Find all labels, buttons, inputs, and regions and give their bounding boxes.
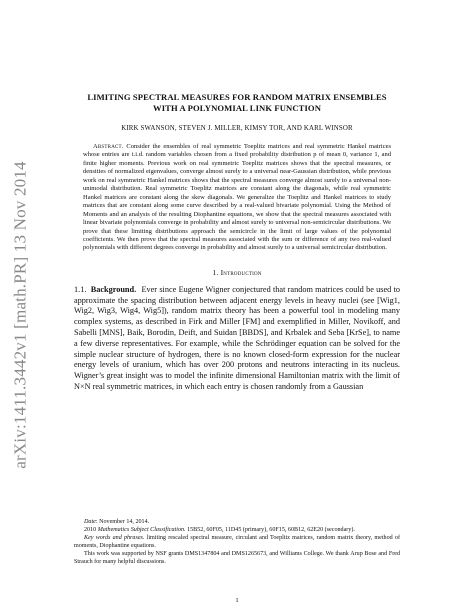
page-number: 1 [235,597,239,604]
msc-label: Mathematics Subject Classification. [97,526,186,533]
footnote-keywords [74,535,400,551]
footnote-date [74,519,400,527]
arxiv-watermark [4,150,38,480]
paragraph-text: Ever since Eugene Wigner conjectured that random matrices could be used to approximate the spacing distribution between adjacent energy levels in heavy nuclei (see [Wig1, Wig2, Wig3, Wig4, Wig5]), random matrix theory has been a powerful tool in modeling many complex systems, as described in Firk and Miller [FM] and exemplified in Miller, Novikoff, and Sabelli [MNS], Baik, Borodin, Deift, and Suidan [BBDS], and Krbalek and Seba [KrSe], to name a few diverse representatives. For example, while the Schrödinger equation can be solved for the simple nuclear structure of hydrogen, there is no known closed-form expression for the nuclear energy levels of uranium, which has over 200 protons and neutrons interacting in its nucleus. Wigner’s great insight was to model the infinite dimensional Hamiltonian matrix with the limit of N×N real symmetric matrices, in which each entry is chosen randomly from a Gaussian [74,284,401,392]
abstract-label: Abstract. [93,143,124,150]
subsection-title: Background. [90,284,137,294]
footnote-msc [74,527,400,535]
introduction-paragraph [74,285,400,393]
title-line-2: WITH A POLYNOMIAL LINK FUNCTION [153,103,321,113]
footnotes [74,519,400,566]
footnote-support: This work was supported by NSF grants DMS1347804 and DMS1265673, and Williams College. We thank Arup Bose and Fred Strauch for many helpful discussions. [74,550,400,565]
paper-title [74,92,400,114]
subsection-number: 1.1. [74,284,87,294]
paper-page [74,92,400,393]
msc-value: 15B52, 60F05, 11D45 (primary), 60F15, 60B12, 62E20 (secondary). [185,526,355,533]
msc-prefix: 2010 [84,526,98,533]
arxiv-identifier: arXiv:1411.3442v1 [math.PR] 13 Nov 2014 [11,161,31,469]
author-list: KIRK SWANSON, STEVEN J. MILLER, KIMSY TOR, AND KARL WINSOR [121,125,353,132]
section-heading: 1. Introduction [212,267,262,277]
date-value: : November 14, 2014. [95,519,150,525]
abstract-text: Consider the ensembles of real symmetric Toeplitz matrices and real symmetric Hankel matrices whose entries are i.i.d. random variables chosen from a fixed probability distribution p of mean 0, variance 1, and finite higher moments. Previous work on real symmetric Toeplitz matrices shows that the spectral measures, or densities of normalized eigenvalues, converge almost surely to a universal near-Gaussian distribution, while previous work on real symmetric Hankel matrices shows that the spectral measures converge almost surely to a universal non-unimodal distribution. Real symmetric Toeplitz matrices are constant along the diagonals, while real symmetric Hankel matrices are constant along the skew diagonals. We generalize the Toeplitz and Hankel matrices to study matrices that are constant along some curve described by a real-valued bivariate polynomial. Using the Method of Moments and an analysis of the resulting Diophantine equations, we show that the spectral measures associated with linear bivariate polynomials converge in probability and almost surely to universal non-semicircular distributions. We prove that these limiting distributions approach the semicircle in the limit of large values of the polynomial coefficients. We then prove that the spectral measures associated with the sum or difference of any two real-valued polynomials with different degrees converge in probability and almost surely to a universal semicircular distribution. [83,143,391,252]
abstract [83,143,391,253]
keywords-value: limiting rescaled spectral measure, circulant and Toeplitz matrices, random matrix theory, method of moments, Diophantine equations. [74,534,400,549]
date-label: Date [84,519,96,525]
keywords-label: Key words and phrases. [84,534,145,541]
title-line-1: LIMITING SPECTRAL MEASURES FOR RANDOM MATRIX ENSEMBLES [87,92,387,102]
